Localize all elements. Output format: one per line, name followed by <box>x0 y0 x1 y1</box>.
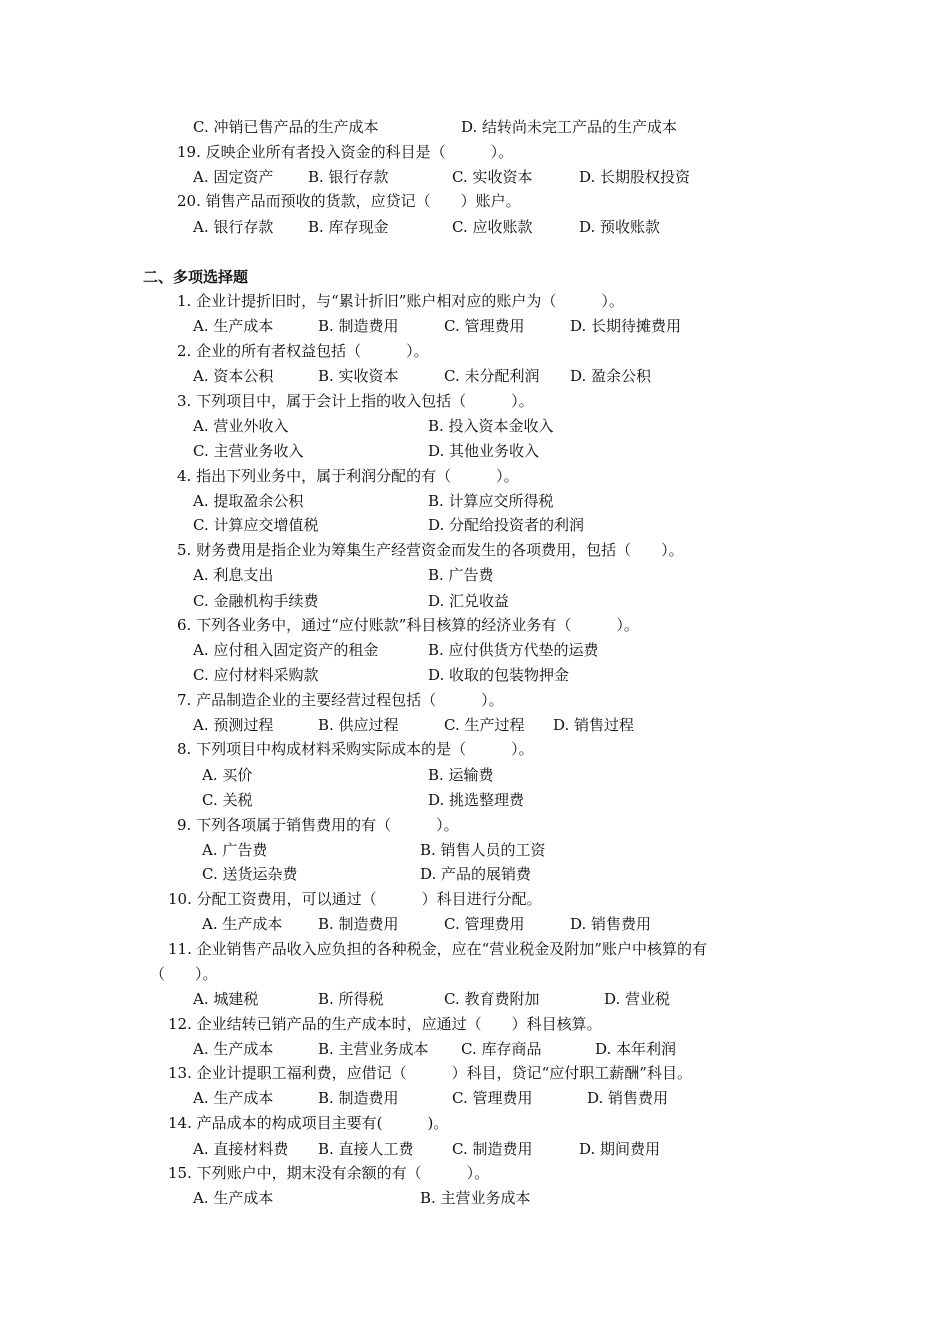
mq4-option-d: D. 分配给投资者的利润 <box>428 516 585 534</box>
mq9-stem: 9. 下列各项属于销售费用的有（ ）。 <box>177 816 459 834</box>
mq6-option-c: C. 应付材料采购款 <box>193 666 319 684</box>
mq13-option-c: C. 管理费用 <box>452 1089 533 1107</box>
mq5-option-a: A. 利息支出 <box>193 566 274 584</box>
mq4-stem: 4. 指出下列业务中，属于利润分配的有（ ）。 <box>177 467 519 485</box>
mq6-option-d: D. 收取的包装物押金 <box>428 666 570 684</box>
mq14-option-c: C. 制造费用 <box>452 1140 533 1158</box>
mq4-option-c: C. 计算应交增值税 <box>193 516 319 534</box>
mq15-option-a: A. 生产成本 <box>193 1189 274 1207</box>
mq12-option-b: B. 主营业务成本 <box>318 1040 429 1058</box>
mq15-stem: 15. 下列账户中，期末没有余额的有（ ）。 <box>168 1164 490 1182</box>
mq1-stem: 1. 企业计提折旧时，与“累计折旧”账户相对应的账户为（ ）。 <box>177 292 624 310</box>
mq1-option-b: B. 制造费用 <box>318 317 399 335</box>
q19-option-b: B. 银行存款 <box>308 168 389 186</box>
mq10-stem: 10. 分配工资费用，可以通过（ ）科目进行分配。 <box>168 890 542 908</box>
mq11-option-a: A. 城建税 <box>193 990 259 1008</box>
mq2-option-b: B. 实收资本 <box>318 367 399 385</box>
mq8-option-a: A. 买价 <box>202 766 253 784</box>
mq7-stem: 7. 产品制造企业的主要经营过程包括（ ）。 <box>177 691 504 709</box>
mq15-option-b: B. 主营业务成本 <box>420 1189 531 1207</box>
option-d: D. 结转尚未完工产品的生产成本 <box>461 118 678 136</box>
mq1-option-d: D. 长期待摊费用 <box>570 317 682 335</box>
mq12-stem: 12. 企业结转已销产品的生产成本时，应通过（ ）科目核算。 <box>168 1015 602 1033</box>
mq4-option-b: B. 计算应交所得税 <box>428 492 554 510</box>
mq7-option-c: C. 生产过程 <box>444 716 525 734</box>
question-20-stem: 20. 销售产品而预收的货款，应贷记（ ）账户。 <box>177 192 521 210</box>
q19-option-a: A. 固定资产 <box>193 168 274 186</box>
mq11-option-c: C. 教育费附加 <box>444 990 540 1008</box>
mq14-option-d: D. 期间费用 <box>579 1140 661 1158</box>
q20-option-b: B. 库存现金 <box>308 218 389 236</box>
mq1-option-a: A. 生产成本 <box>193 317 274 335</box>
mq2-option-c: C. 未分配利润 <box>444 367 540 385</box>
mq9-option-b: B. 销售人员的工资 <box>420 841 546 859</box>
mq13-option-b: B. 制造费用 <box>318 1089 399 1107</box>
mq10-option-b: B. 制造费用 <box>318 915 399 933</box>
mq11-stem: 11. 企业销售产品收入应负担的各种税金，应在“营业税金及附加”账户中核算的有 <box>168 940 707 958</box>
q20-option-a: A. 银行存款 <box>193 218 274 236</box>
mq8-option-d: D. 挑选整理费 <box>428 791 525 809</box>
mq8-stem: 8. 下列项目中构成材料采购实际成本的是（ ）。 <box>177 740 534 758</box>
mq3-option-c: C. 主营业务收入 <box>193 442 304 460</box>
mq7-option-d: D. 销售过程 <box>553 716 635 734</box>
mq4-option-a: A. 提取盈余公积 <box>193 492 304 510</box>
mq7-option-a: A. 预测过程 <box>193 716 274 734</box>
mq10-option-c: C. 管理费用 <box>444 915 525 933</box>
mq12-option-d: D. 本年利润 <box>595 1040 677 1058</box>
mq11-option-b: B. 所得税 <box>318 990 384 1008</box>
mq1-option-c: C. 管理费用 <box>444 317 525 335</box>
mq6-stem: 6. 下列各业务中，通过“应付账款”科目核算的经济业务有（ ）。 <box>177 616 639 634</box>
q20-option-c: C. 应收账款 <box>452 218 533 236</box>
mq14-option-a: A. 直接材料费 <box>193 1140 289 1158</box>
mq14-stem: 14. 产品成本的构成项目主要有( )。 <box>168 1114 449 1132</box>
mq12-option-a: A. 生产成本 <box>193 1040 274 1058</box>
mq6-option-b: B. 应付供货方代垫的运费 <box>428 641 599 659</box>
mq3-option-d: D. 其他业务收入 <box>428 442 540 460</box>
mq3-option-a: A. 营业外收入 <box>193 417 289 435</box>
mq5-stem: 5. 财务费用是指企业为筹集生产经营资金而发生的各项费用，包括（ ）。 <box>177 541 684 559</box>
mq2-option-a: A. 资本公积 <box>193 367 274 385</box>
mq13-option-d: D. 销售费用 <box>587 1089 669 1107</box>
mq5-option-d: D. 汇兑收益 <box>428 592 510 610</box>
mq8-option-b: B. 运输费 <box>428 766 494 784</box>
q20-option-d: D. 预收账款 <box>579 218 661 236</box>
mq10-option-d: D. 销售费用 <box>570 915 652 933</box>
mq11-option-d: D. 营业税 <box>604 990 671 1008</box>
mq5-option-b: B. 广告费 <box>428 566 494 584</box>
mq3-stem: 3. 下列项目中，属于会计上指的收入包括（ ）。 <box>177 392 534 410</box>
mq8-option-c: C. 关税 <box>202 791 253 809</box>
mq14-option-b: B. 直接人工费 <box>318 1140 414 1158</box>
mq5-option-c: C. 金融机构手续费 <box>193 592 319 610</box>
option-c: C. 冲销已售产品的生产成本 <box>193 118 379 136</box>
mq3-option-b: B. 投入资本金收入 <box>428 417 554 435</box>
mq9-option-d: D. 产品的展销费 <box>420 865 532 883</box>
mq2-stem: 2. 企业的所有者权益包括（ ）。 <box>177 342 429 360</box>
q19-option-c: C. 实收资本 <box>452 168 533 186</box>
mq9-option-c: C. 送货运杂费 <box>202 865 298 883</box>
mq13-option-a: A. 生产成本 <box>193 1089 274 1107</box>
mq7-option-b: B. 供应过程 <box>318 716 399 734</box>
mq11-stem-continuation: （ ）。 <box>150 965 218 983</box>
mq6-option-a: A. 应付租入固定资产的租金 <box>193 641 379 659</box>
mq10-option-a: A. 生产成本 <box>202 915 283 933</box>
mq2-option-d: D. 盈余公积 <box>570 367 652 385</box>
question-19-stem: 19. 反映企业所有者投入资金的科目是（ ）。 <box>177 143 514 161</box>
section-heading: 二、多项选择题 <box>143 268 249 286</box>
mq9-option-a: A. 广告费 <box>202 841 268 859</box>
q19-option-d: D. 长期股权投资 <box>579 168 691 186</box>
mq13-stem: 13. 企业计提职工福利费，应借记（ ）科目，贷记“应付职工薪酬”科目。 <box>168 1064 692 1082</box>
mq12-option-c: C. 库存商品 <box>461 1040 542 1058</box>
